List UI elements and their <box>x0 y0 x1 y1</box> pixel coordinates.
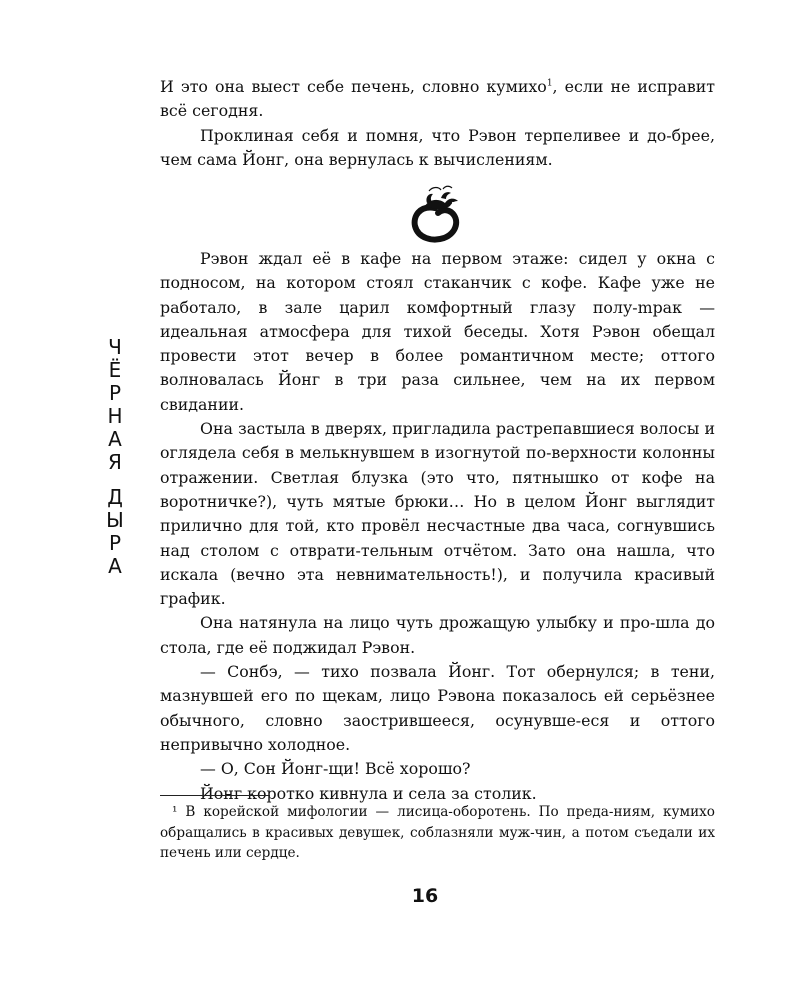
title-letter: Я <box>108 450 122 474</box>
main-text-block <box>160 247 715 806</box>
running-book-title <box>90 336 140 578</box>
title-letter: Д <box>107 485 123 509</box>
title-letter: Р <box>108 381 122 405</box>
title-letter: А <box>108 554 122 578</box>
title-letter: А <box>108 427 122 451</box>
paragraph <box>160 75 715 124</box>
title-letter: Н <box>107 404 123 428</box>
dragon-ornament-icon <box>405 182 465 244</box>
title-letter: Р <box>108 531 122 555</box>
footnote-divider <box>160 795 270 796</box>
paragraph: Она застыла в дверях, пригладила растрепавшиеся волосы и оглядела себя в мелькнувшем в изогнутой по-верхности колонны отражении. Светлая блузка (это что, пятнышко от кофе на воротничке?), чуть мятые брюки… Но в целом Йонг выглядит прилично для той, кто провёл несчастные два часа, согнувшись над столом с отврати-тельным отчётом. Зато она нашла, что искала (вечно эта невнимательность!), и получила красивый график. <box>160 419 715 609</box>
paragraph-text: И это она выест себе печень, словно кумихо <box>160 77 547 96</box>
footnote-reference: 1 <box>546 78 553 89</box>
title-letter: Ё <box>108 358 122 382</box>
title-letter: Ч <box>108 335 122 359</box>
paragraph: Йонг коротко кивнула и села за столик. <box>200 783 537 803</box>
paragraph: — О, Сон Йонг-щи! Всё хорошо? <box>200 759 471 779</box>
paragraph: Она натянула на лицо чуть дрожащую улыбку и про-шла до стола, где её поджидал Рэвон. <box>160 613 715 657</box>
footnote-text: ¹ В корейской мифологии — лисица-оборотень. По преда-ниям, кумихо обращались в красивых девушек, соблазняли муж-чин, а потом съедали их печень или сердце. <box>160 804 715 861</box>
page-number: 16 <box>411 885 439 907</box>
paragraph: Проклиная себя и помня, что Рэвон терпеливее и до-брее, чем сама Йонг, она вернулась к вычислениям. <box>160 125 715 169</box>
paragraph-text: , если не исправит всё сегодня. <box>160 77 716 121</box>
paragraph: — Сонбэ, — тихо позвала Йонг. Тот обернулся; в тени, мазнувшей его по щекам, лицо Рэвона показалось ей серьёзнее обычного, словно заострившееся, осунувше-еся и оттого непривычно холодное. <box>160 662 715 754</box>
footnote <box>160 802 715 864</box>
title-letter: Ы <box>106 508 124 532</box>
top-text-block <box>160 75 715 172</box>
paragraph: Рэвон ждал её в кафе на первом этаже: сидел у окна с подносом, на котором стоял стаканчик с кофе. Кафе уже не работало, в зале царил комфортный глазу полу-mрак — идеальная атмосфера для тихой беседы. Хотя Рэвон обещал провести этот вечер в более романтичном месте; оттого волновалась Йонг в три раза сильнее, чем на их первом свидании. <box>160 249 715 414</box>
